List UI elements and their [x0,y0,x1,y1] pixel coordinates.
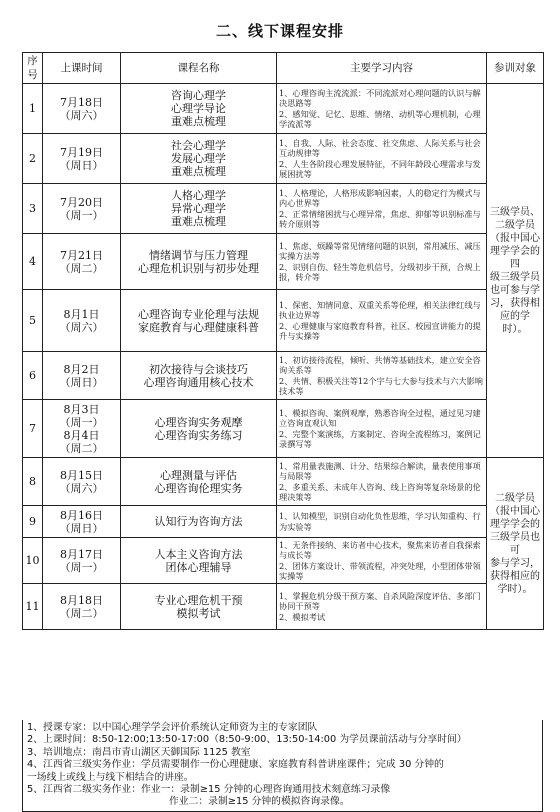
target-line: 理学学会的 [490,518,540,530]
table-row [23,352,544,400]
row-seq: 7 [23,400,43,458]
note-time: 2、上课时间：8:50-12:00;13:50-17:00（8:50-9:00、13:50-14:00 为学员课前活动与分享时间） [27,734,467,746]
note-level3-homework: 4、江西省三级实务作业：学员需要制作一份心理健康、家庭教育科普讲座课件；完成 30 分钟的 [27,759,444,771]
row-date [43,352,121,400]
note-location: 3、培训地点：南昌市青山湖区天御国际 1125 教室 [27,746,251,758]
row-content-line: 2、完整个案演练，方案制定、咨询全流程练习，案例记录撰写等 [279,428,481,449]
row-date-line: （周二） [59,261,104,275]
row-date-line: （周日） [59,521,104,535]
table-row [23,290,544,352]
schedule-table [22,52,544,630]
row-course-line: 初次接待与会谈技巧 [149,362,248,376]
row-course-line: 专业心理危机干预 [154,593,243,607]
target-line: （报中国心 [490,232,540,244]
row-course [121,84,277,134]
header-date: 上课时间 [43,53,121,84]
row-date-line: （周一） [59,560,104,574]
target-line: （报中国心 [490,505,540,517]
row-content-line: 1、焦虑、烦躁等常见情绪问题的识别，常用减压、减压实操方法等 [279,240,481,261]
row-date-line: 8月3日 [63,402,100,416]
row-date-line: （周六） [59,108,104,122]
row-content-line: 2、人生各阶段心理发展特征，不同年龄段心理需求与发展困扰等 [279,158,481,179]
row-course-line: 社会心理学 [171,139,226,152]
row-content-line: 1、常用量表施测、计分、结果综合解读，量表使用事项与局限等 [279,460,481,481]
notes-section [22,720,543,812]
table-row [23,234,544,290]
row-date-line: （周日） [59,375,104,389]
row-content-line: 1、心理咨询主流流派：不同流派对心理问题的认识与解决思路等 [279,87,481,108]
row-seq: 9 [23,506,43,538]
row-content-line: 2、共情、积极关注等12个字与七大参与技术与六大影响技术等 [279,375,483,396]
row-date-line: 8月18日 [60,593,103,607]
row-course-line: 异常心理学 [171,202,226,215]
row-date-line: 8月15日 [60,468,103,482]
row-date-line: 8月2日 [63,362,100,376]
row-content [277,84,487,134]
row-seq: 11 [23,584,43,630]
target-line: 应的学 [500,310,530,322]
page-title: 二、线下课程安排 [215,22,344,40]
row-course-line: 心理测量与评估 [160,468,237,482]
table-row [23,400,544,458]
table-row [23,84,544,134]
row-date [43,84,121,134]
table-row [23,538,544,584]
row-content-line: 2、模拟考试 [279,611,326,622]
row-course [121,506,277,538]
target-level3-group [487,84,544,458]
target-line: 获得相应的 [490,570,540,582]
row-course-line: 心理危机识别与初步处理 [138,261,259,275]
row-date-line: （周六） [59,481,104,495]
row-date-line: 7月20日 [60,195,103,209]
table-row [23,584,544,630]
row-course-line: 心理咨询实务观摩 [154,415,243,429]
table-row [23,458,544,506]
row-date-line: 7月21日 [60,248,103,262]
target-level2-group [487,458,544,630]
note-level3-homework-cont: 一场线上或线上与线下相结合的讲座。 [27,771,194,783]
row-course-line: 模拟考试 [176,606,221,620]
row-date-line: （周二） [59,441,104,455]
row-date [43,584,121,630]
row-content-line: 2、正常情绪困扰与心理异常，焦虑、抑郁等识别标准与转介原则等 [279,208,481,229]
row-date-line: 8月17日 [60,547,103,561]
note-experts: 1、授课专家：以中国心理学学会评价系统认定师资为主的专家团队 [27,722,318,733]
row-course-line: 人本主义咨询方法 [154,547,243,561]
row-course-line: 心理咨询实务练习 [154,428,243,442]
row-date-line: （周二） [59,606,104,620]
table-row [23,134,544,184]
row-content [277,234,487,290]
row-course [121,458,277,506]
row-seq: 4 [23,234,43,290]
row-course-line: 发展心理学 [171,152,226,165]
row-date [43,458,121,506]
target-line: 也可参与学 [490,284,540,296]
row-seq: 1 [23,84,43,134]
target-line: 级三级学员 [490,271,540,283]
row-course-line: 情绪调节与压力管理 [149,248,248,262]
row-course [121,184,277,234]
note-level2-homework-cont: 作业二：录制≥15 分钟的模拟咨询录像。 [169,796,350,808]
row-date-line: 8月1日 [63,307,100,321]
row-course-line: 人格心理学 [171,189,226,202]
row-content-line: 2、团体方案设计、带领流程，冲突处理，小型团体带领实操等 [279,560,481,581]
row-course-line: 团体心理辅导 [165,560,232,574]
row-date [43,506,121,538]
row-date [43,538,121,584]
row-course [121,134,277,184]
table-header-row [23,53,544,84]
row-content-line: 2、心理健康与家庭教育科普，社区、校园宣讲能力的提升与实操等 [279,320,481,341]
row-date [43,184,121,234]
row-seq: 5 [23,290,43,352]
row-content-line: 2、识别自伤、轻生等危机信号，分级初步干预，合规上报，转介等 [279,261,481,282]
row-content [277,352,487,400]
row-content [277,584,487,630]
target-line: 学时）。 [497,583,533,595]
row-content-line: 1、初访接待流程，倾听、共情等基础技术，建立安全咨询关系等 [279,354,481,375]
header-seq: 序 号 [23,53,43,84]
table-row [23,506,544,538]
row-course-line: 心理学导论 [171,102,226,115]
row-date-line: 7月19日 [60,145,103,159]
row-content-line: 1、人格理论，人格形成影响因素，人的稳定行为模式与内心世界等 [279,187,481,208]
row-date-line: （周一） [59,415,104,429]
row-seq: 6 [23,352,43,400]
row-content-line: 2、多重关系、未成年人咨询、线上咨询等复杂场景的伦理决策等 [279,481,481,502]
row-course [121,400,277,458]
target-line: 时）。 [502,323,528,335]
row-course-line: 家庭教育与心理健康科普 [138,320,259,334]
row-content-line: 1、模拟咨询、案例观摩，熟悉咨询全过程，通过见习建立咨询直观认知 [279,407,481,428]
row-content-line: 2、感知觉、记忆、思维、情绪、动机等心理机制，心理学流派等 [279,108,481,129]
row-date-line: 8月16日 [60,508,103,522]
note-level2-homework: 5、江西省二级实务作业：作业一：录制≥15 分钟的心理咨询通用技术刻意练习录像 [27,784,391,796]
row-date-line: （周六） [59,320,104,334]
row-seq: 2 [23,134,43,184]
row-content [277,538,487,584]
row-content-line: 1、自我、人际、社会态度、社交焦虑、人际关系与社会互动规律等 [279,137,481,158]
row-content-line: 1、掌握危机分级干预方案、自杀风险深度评估、多部门协同干预等 [279,590,481,612]
row-content [277,400,487,458]
row-date [43,400,121,458]
row-seq: 8 [23,458,43,506]
row-content-line: 1、无条件接纳、来访者中心技术，聚焦来访者自我探索与成长等 [279,539,481,560]
header-content: 主要学习内容 [277,53,487,84]
target-line: 参与学习， [490,557,540,569]
row-course [121,538,277,584]
target-line: 二级学员 [495,492,535,504]
header-target: 参训对象 [487,53,544,84]
row-course-line: 认知行为咨询方法 [154,515,243,528]
row-seq: 3 [23,184,43,234]
row-content [277,184,487,234]
header-course: 课程名称 [121,53,277,84]
target-line: 理学学会的四 [490,245,540,270]
target-line: 习，获得相 [490,297,540,309]
row-date [43,134,121,184]
row-seq: 10 [23,538,43,584]
row-date-line: 8月4日 [63,428,100,442]
row-date-line: （周一） [59,208,104,222]
target-line: 三级学员也可 [490,531,540,556]
row-course-line: 重难点梳理 [171,165,226,178]
row-course-line: 重难点梳理 [171,115,226,128]
row-course-line: 心理咨询通用核心技术 [143,375,254,389]
row-course [121,352,277,400]
row-date-line: （周日） [59,158,104,172]
row-content [277,290,487,352]
row-course [121,584,277,630]
target-line: 三级学员、 [490,206,540,218]
notes-box [22,720,543,812]
row-content [277,134,487,184]
row-course-line: 重难点梳理 [171,215,226,228]
row-course [121,234,277,290]
row-course [121,290,277,352]
row-course-line: 咨询心理学 [171,89,226,102]
target-line: 二级学员 [495,219,535,231]
row-course-line: 心理咨询伦理实务 [154,481,243,495]
row-content-line: 1、保密、知情同意、双重关系等伦理，相关法律红线与执业边界等 [279,299,481,320]
row-content [277,506,487,538]
row-course-line: 心理咨询专业伦理与法规 [138,307,259,321]
row-content-line: 1、认知模型，识别自动化负性思维，学习认知重构、行为实验等 [279,511,481,532]
row-date [43,234,121,290]
row-date-line: 7月18日 [60,95,103,109]
row-content [277,458,487,506]
row-date [43,290,121,352]
table-row [23,184,544,234]
